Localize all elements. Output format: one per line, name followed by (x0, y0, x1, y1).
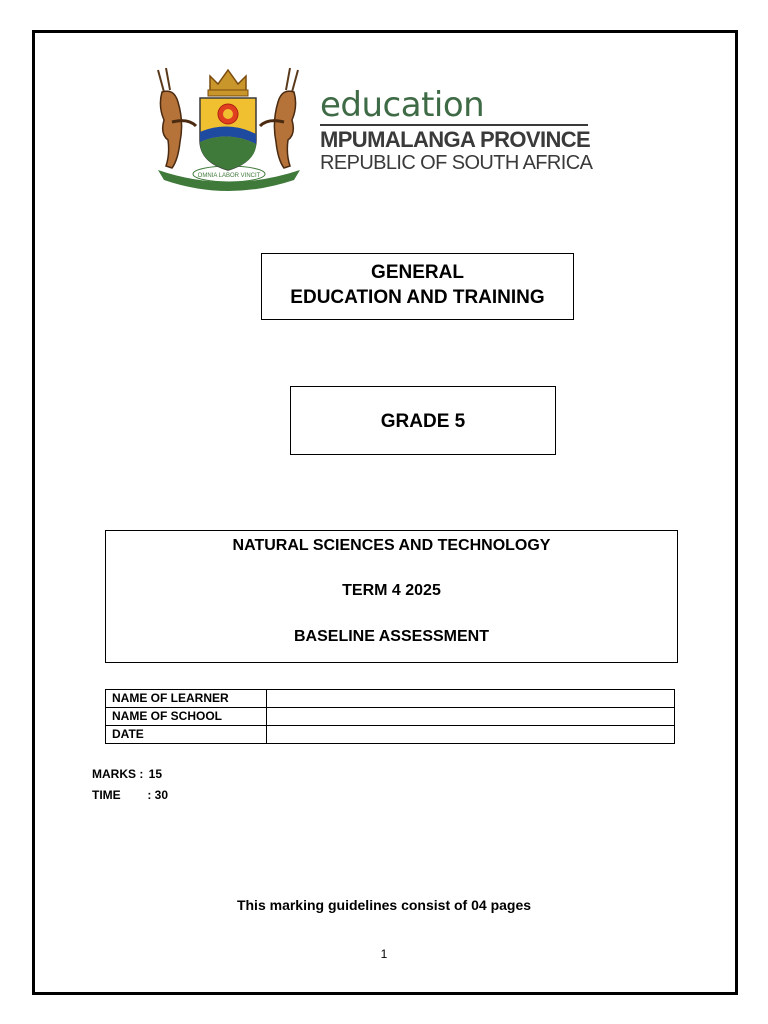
marks-label: MARKS : (92, 767, 144, 781)
table-row (106, 708, 675, 726)
time-value: : 30 (147, 788, 169, 802)
learner-details-table (105, 689, 675, 744)
marks-line (92, 766, 162, 782)
coat-of-arms-icon (144, 62, 312, 192)
page-bottom-rule (36, 992, 734, 993)
learner-name-label: NAME OF LEARNER (106, 690, 267, 708)
page-number: 1 (380, 947, 388, 961)
date-field[interactable] (267, 726, 675, 744)
learner-name-field[interactable] (267, 690, 675, 708)
brand-province: MPUMALANGA PROVINCE (320, 127, 591, 152)
subject-box (105, 530, 678, 663)
table-row (106, 726, 675, 744)
brand-block (320, 86, 600, 174)
brand-republic: REPUBLIC OF SOUTH AFRICA (320, 152, 593, 174)
marks-value: 15 (148, 767, 163, 781)
term-label: TERM 4 2025 (342, 582, 441, 599)
time-label: TIME (92, 788, 121, 802)
page-border (32, 30, 738, 995)
crest-motto: OMNIA LABOR VINCIT (197, 173, 261, 179)
school-name-label: NAME OF SCHOOL (106, 708, 267, 726)
table-row (106, 690, 675, 708)
time-line (92, 787, 168, 803)
page-count-note: This marking guidelines consist of 04 pages (236, 897, 532, 913)
program-line-1: GENERAL (371, 262, 464, 283)
subject-title: NATURAL SCIENCES AND TECHNOLOGY (232, 537, 551, 554)
assessment-label: BASELINE ASSESSMENT (294, 628, 489, 645)
program-box (261, 253, 574, 320)
date-label: DATE (106, 726, 267, 744)
grade-label: GRADE 5 (380, 411, 466, 432)
brand-education: education (320, 85, 485, 125)
school-name-field[interactable] (267, 708, 675, 726)
grade-box (290, 386, 556, 455)
program-line-2: EDUCATION AND TRAINING (290, 287, 545, 308)
